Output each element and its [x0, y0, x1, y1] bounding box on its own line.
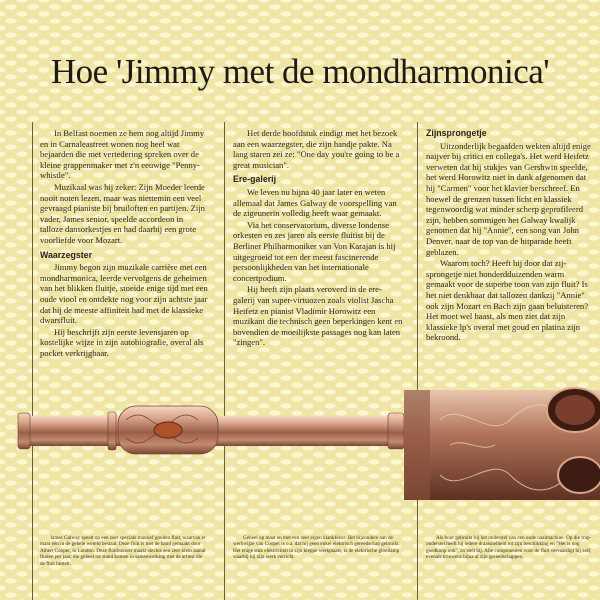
- paragraph: Jimmy begon zijn muzikale carrière met een mondharmonica, leerde vervolgens de geheimen van het blikken fluitje, stoeide enige tijd met een oude viool en ontdekte nog voor zijn achtste jaar dat hij de meeste affiniteit had met de klassieke dwarsfluit.: [40, 262, 208, 326]
- column-3: [426, 128, 594, 344]
- paragraph: Hij beschrijft zijn eerste levensjaren op kostelijke wijze in zijn autobiografie, overal als pocket verkrijgbaar.: [40, 326, 204, 358]
- embouchure-hole: [154, 422, 182, 438]
- column-2: [233, 128, 403, 349]
- paragraph: In Belfast noemen ze hem nog altijd Jimmy en in Carnaleastreet wonen nog heel wat bejaarden die met vertedering spreken over de kleine grappenmaker met z'n eeuwige "Penny-whistle".: [40, 128, 205, 181]
- paragraph: Het derde hoofdstuk eindigt met het bezoek aan een waarzegster, die zijn handje pakte. Na lang staren zei ze: "One day you're going to be a great musician".: [233, 128, 400, 170]
- paragraph: Waarom toch? Heeft hij door dat zij-sprongetje niet honderdduizenden warm gemaakt voor de superbe toon van zijn fluit? Is het niet denkbaar dat tallozen dankzij "Annie" ook zijn Mozart en Bach zijn gaan beluisteren? Het moet wel haast, als men ziet dat zijn klassieke lp's overal met goud en platina zijn bekroond.: [426, 258, 589, 343]
- caption-text: Geheel op maat en met een zeer eigen klankkleur. Het bijzondere aan de werkwijze van Cooper is o.a. dat hij geen enkel elektrisch gereedschap gebruikt. Het enige stuk elektriciteit in zijn kleppe werkplaats, is de elektrische gloeilamp waarbij hij zijn werk verricht.: [233, 535, 400, 561]
- flute-body: [20, 416, 440, 446]
- section-heading: Waarzegster: [40, 249, 92, 260]
- caption-text: Als boor gebruikt hij het onderstel van een oude naaimachine. Op die trap-onderstel heeft hij iedere draaisnelheid tot zijn beschikking en "Het is nog goedkoop ook", zo stelt hij. Alle componenten voor de fluit vervaardigt hij zelf, evenals trouwens bijna al zijn gereedschappen.: [426, 535, 592, 561]
- caption-2: [233, 535, 403, 561]
- page-title: Hoe 'Jimmy met de mondharmonica': [50, 52, 550, 91]
- column-1: [40, 128, 208, 359]
- section-heading: Zijnsprongetje: [426, 128, 487, 138]
- caption-text: James Galway speelt op een zeer speciale massief gouden fluit, waarvan er maar één in de gehele wereld bestaat. Deze fluit is met de hand gemaakt door Albert Cooper, in London. Deze fluitbouwer maakt slechts een zeer klein aantal fluiten per jaar, die geheel tot stand komen in samenwerking met de artiest die de fluit bestelt.: [40, 535, 206, 567]
- paragraph: Muzikaal was hij zeker: Zijn Moeder leerde nooit noten lezen, maar was niettemin een veel gevraagd pianiste bij bruiloften en partijen. Zijn vader, James senior, speelde accordeon in talloze dansorkestjes en had daarbij een grote voorliefde voor Mozart.: [40, 181, 205, 245]
- paragraph: We leven nu bijna 40 jaar later en weten allemaal dat James Galway de voorspelling van de zigeunerin volledig heeft waar gemaakt.: [233, 186, 397, 219]
- paragraph: Uitzonderlijk begaafden wekten altijd enige naijver bij critici en collega's. Het werd Heifetz verweten dat hij stukjes van Gershwin speelde, het werd Horowitz niet in dank afgenomen dat hij "Carmen" voor het klavier berschreef. En hoewel de grenzen tussen licht en klassiek tegenwoordig wat minder scherp geprofileerd zijn, hebben sommigen het Galway kwalijk genomen dat hij "Annie", een song van John Denver, naar de top van de hitparade heeft geblazen.: [426, 140, 591, 257]
- caption-1: [40, 535, 208, 567]
- paragraph: Via het conservatorium, diverse londense orkesten en zes jaren als eerste fluitist bij de Berliner Philharmoniker van Von Karajan is hij uitgegroeid tot een der meest fascinerende persoonlijkheden van het internationale concertpodium.: [233, 219, 396, 283]
- section-heading: Ere-galerij: [233, 174, 277, 185]
- paragraph: Hij heeft zijn plaats veroverd in de ere-galerij van super-virtuozen zoals violist Jascha Heifetz en pianist Vladimir Horowitz een muzikant die technisch geen beperkingen kent en bovendien de moeilijkste passages nog kan laten "zingen".: [233, 284, 403, 348]
- flute-photo: [0, 380, 600, 530]
- caption-3: [426, 535, 594, 561]
